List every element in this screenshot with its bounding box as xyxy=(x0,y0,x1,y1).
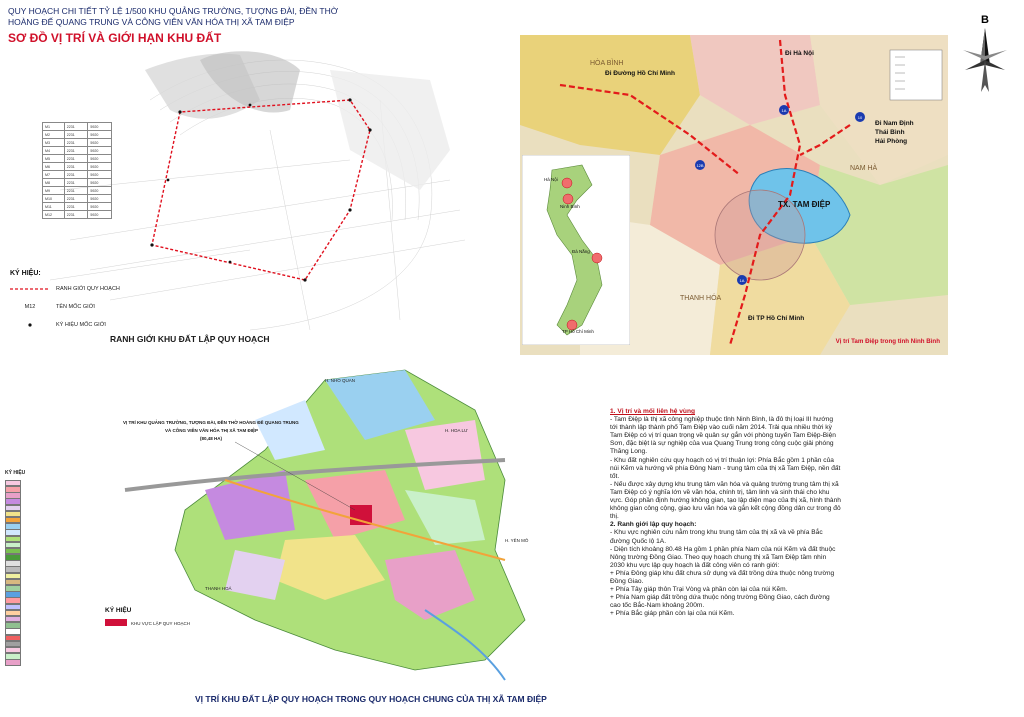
plan-title-line2: HOÀNG ĐẾ QUANG TRUNG VÀ CÔNG VIÊN VĂN HÓA THỊ XÃ TAM ĐIỆP xyxy=(8,17,295,27)
boundary-legend xyxy=(10,270,160,334)
legend-row-boundary xyxy=(10,280,160,298)
boundary-map-caption: RANH GIỚI KHU ĐẤT LẬP QUY HOẠCH xyxy=(110,334,270,344)
dashed-boundary-icon xyxy=(10,286,50,292)
master-plan-legend-title: KÝ HIỆU xyxy=(105,607,132,614)
road-10-label: 10 xyxy=(857,115,863,120)
section2-para: + Phía Tây giáp thôn Trại Vòng và phần còn lại của núi Kẽm. xyxy=(610,586,788,594)
legend-label-marker-name: TÊN MỐC GIỚI xyxy=(56,304,95,310)
marker-dot-icon xyxy=(10,322,50,328)
legend-label-marker-symbol: KÝ HIỆU MỐC GIỚI xyxy=(56,322,106,328)
plan-title-line1: QUY HOẠCH CHI TIẾT TỶ LỆ 1/500 KHU QUẢNG TRƯỜNG, TƯỢNG ĐÀI, ĐỀN THỜ xyxy=(8,6,339,16)
compass-north-letter: B xyxy=(981,14,989,26)
site-area-swatch xyxy=(105,619,127,626)
inset-label-ninh-binh: Ninh Bình xyxy=(560,204,580,209)
master-plan-map xyxy=(5,360,605,710)
site-note-line1: VỊ TRÍ KHU QUẢNG TRƯỜNG, TƯỢNG ĐÀI, ĐỀN THỜ HOÀNG ĐẾ QUANG TRUNG xyxy=(123,420,299,425)
legend-row-marker-symbol xyxy=(10,316,160,334)
section2-para: + Phía Bắc giáp phần còn lại của núi Kẽm. xyxy=(610,610,735,618)
road-1a-top-label: 1A xyxy=(781,108,787,113)
section2-title: 2. Ranh giới lập quy hoạch: xyxy=(610,521,697,529)
section1-para: - Khu đất nghiên cứu quy hoạch có vị trí thuận lợi: Phía Bắc gồm 1 phần của núi Kẽm và hướng về phía Đông Nam - trung tâm của thị xã Tam Điệp, nền đất tốt. xyxy=(610,456,841,480)
section1-para: - Nếu được xây dựng khu trung tâm văn hóa và quảng trường trung tâm thị xã Tam Điệp có ý nghĩa lớn về văn hóa, chính trị, tâm linh và sinh thái cho khu vực. Góp phần định hướng không gian, tạo lập diện mạo của thị xã, hình thành không gian công cộng, giao lưu văn hóa và gắn kết cộng đồng dân cư trong đô thị. xyxy=(610,480,841,521)
section2-para: + Phía Đông giáp khu đất chưa sử dụng và đất trồng dứa thuộc nông trường Đồng Giao. xyxy=(610,569,835,585)
label-hai-phong: Hải Phòng xyxy=(875,138,908,145)
site-note-line3: (80,48 HA) xyxy=(200,436,223,441)
master-plan-side-legend-title: KÝ HIỆU xyxy=(5,470,26,476)
place-label-thanh-hoa: THANH HOÁ xyxy=(205,586,232,591)
master-plan-legend-label: KHU VỰC LẬP QUY HOẠCH xyxy=(131,621,190,626)
section2-para: + Phía Nam giáp đất trồng dứa thuộc nông trường Đồng Giao, cách đường cao tốc Bắc-Nam khoảng 200m. xyxy=(610,594,830,610)
regional-map-caption: Vị trí Tam Điệp trong tỉnh Ninh Bình xyxy=(835,338,940,345)
marker-code: M12 xyxy=(24,304,36,310)
road-12b-label: 12B xyxy=(696,163,704,168)
label-hcm-road: Đi Đường Hồ Chí Minh xyxy=(605,70,675,77)
label-thanh-hoa: THANH HÓA xyxy=(680,295,722,302)
legend-row-marker-name xyxy=(10,298,160,316)
section1-para: - Tam Điệp là thị xã công nghiệp thuộc tỉnh Ninh Bình, là đô thị loại III hướng tới thành lập thành phố Tam Điệp vào cuối năm 2014. Trải qua nhiều thời kỳ Tam Điệp có vị trí quan trọng về quân sự gắn với phòng tuyến Tam Điệp-Biện Sơn, đặc biệt là sự nghiệp của vua Quang Trung trong công cuộc giải phóng Thăng Long. xyxy=(610,416,836,456)
master-plan-canvas xyxy=(5,360,605,710)
master-plan-caption: VỊ TRÍ KHU ĐẤT LẬP QUY HOẠCH TRONG QUY HOẠCH CHUNG CỦA THỊ XÃ TAM ĐIỆP xyxy=(195,694,547,704)
label-nam-ha: NAM HÀ xyxy=(850,165,878,172)
place-label-hoa-lu: H. HOA LƯ xyxy=(445,428,468,433)
road-1a-bottom-label: 1A xyxy=(739,278,745,283)
section2-para: - Khu vực nghiên cứu nằm trong khu trung tâm của thị xã và về phía Bắc đường Quốc lộ 1A. xyxy=(610,529,823,545)
plan-title xyxy=(8,6,468,28)
site-note-line2: VÀ CÔNG VIÊN VĂN HÓA THỊ XÃ TAM ĐIỆP xyxy=(165,428,259,433)
coordinate-table: M1 2231 5920 M2 2231 5920 M3 2231 5920 M4 2231 5920 M5 2231 5920 M6 2231 5920 M7 2231 5920 M8 2231 5920 M9 2231 5920 M10 2231 5920 M11 2231 5920 M12 2231 5920 xyxy=(42,122,112,219)
inset-label-tp-hcm: TP Hồ Chí Minh xyxy=(562,329,594,334)
master-plan-side-legend xyxy=(5,480,80,666)
section1-title: 1. Vị trí và mối liên hệ vùng xyxy=(610,408,696,415)
section2-para: - Diện tích khoảng 80.48 Ha gồm 1 phần phía Nam của núi Kẽm và đất thuộc Nông trường Đồng Giao. Theo quy hoạch chung thị xã Tam Điệp tầm nhìn 2030 khu vực lập quy hoạch là đất công viên có ranh giới: xyxy=(610,545,836,569)
description-text xyxy=(610,408,842,618)
label-thai-binh: Thái Bình xyxy=(875,129,905,136)
place-label-yen-mo: H. YÊN MÔ xyxy=(505,538,529,543)
place-label-nho-quan: H. NHO QUAN xyxy=(325,378,356,383)
label-hoa-binh: HÒA BÌNH xyxy=(590,60,624,67)
label-tp-hcm: Đi TP Hồ Chí Minh xyxy=(748,315,805,322)
vietnam-inset-map xyxy=(522,155,630,345)
boundary-legend-title: KÝ HIỆU: xyxy=(10,270,41,277)
label-hanoi: Đi Hà Nội xyxy=(785,50,814,57)
label-nam-dinh: Đi Nam Định xyxy=(875,120,914,127)
plan-subtitle: SƠ ĐỒ VỊ TRÍ VÀ GIỚI HẠN KHU ĐẤT xyxy=(8,31,222,45)
inset-label-ha-noi: Hà Nội xyxy=(544,177,558,182)
inset-label-da-nang: Đà Nẵng xyxy=(572,249,590,254)
label-tam-diep: TX. TAM ĐIỆP xyxy=(778,200,831,209)
north-compass-icon xyxy=(955,10,1015,100)
legend-label-boundary: RANH GIỚI QUY HOẠCH xyxy=(56,286,120,292)
